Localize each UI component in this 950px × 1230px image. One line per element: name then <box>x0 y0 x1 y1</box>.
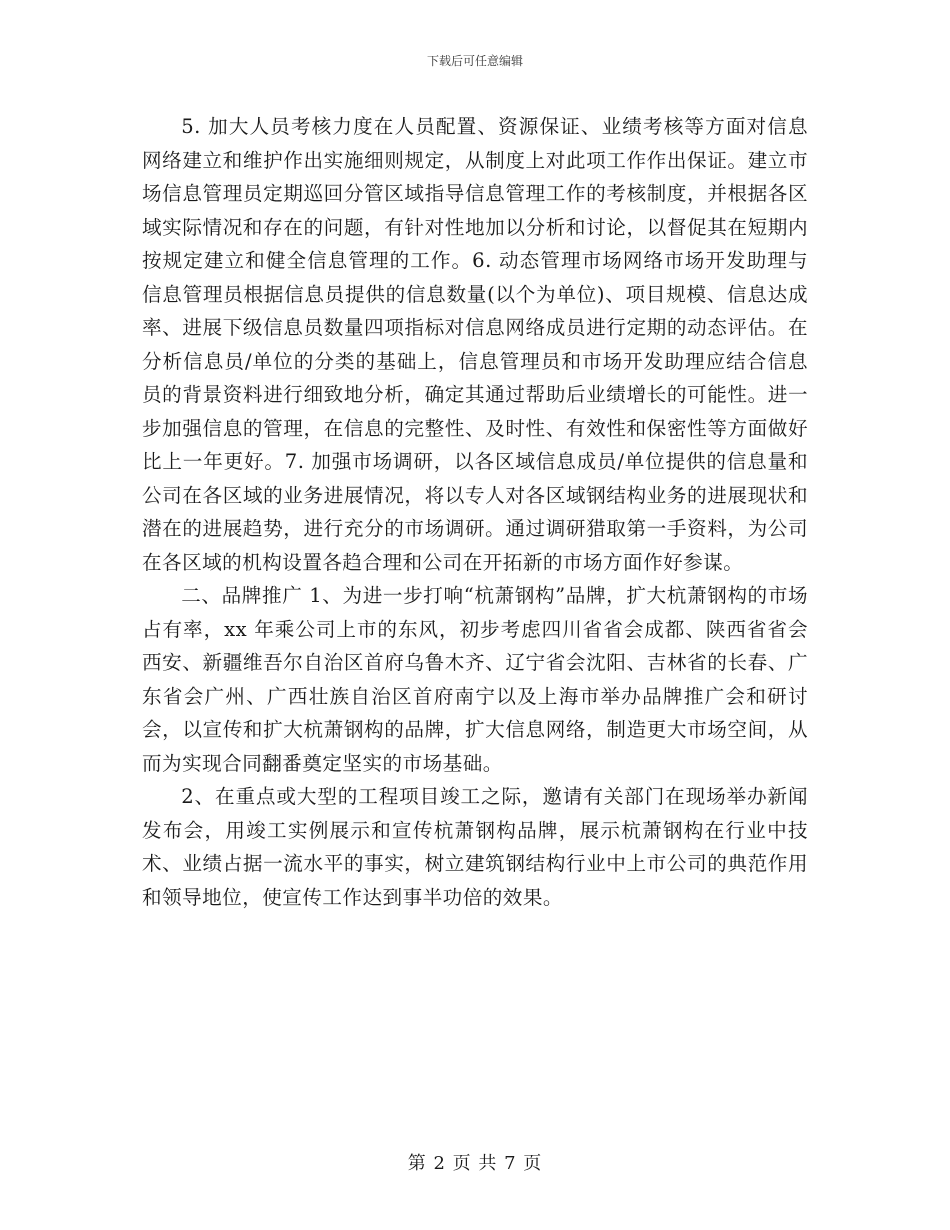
page-header-note: 下载后可任意编辑 <box>426 54 523 68</box>
document-body <box>142 110 808 914</box>
paragraph-brand-promotion-2: 2、在重点或大型的工程项目竣工之际，邀请有关部门在现场举办新闻发布会，用竣工实例展示和宣传杭萧钢构品牌，展示杭萧钢构在行业中技术、业绩占据一流水平的事实，树立建筑钢结构行业中上市公司的典范作用和领导地位，使宣传工作达到事半功倍的效果。 <box>142 785 808 909</box>
paragraph-measures-5-7: 5. 加大人员考核力度在人员配置、资源保证、业绩考核等方面对信息网络建立和维护作出实施细则规定，从制度上对此项工作作出保证。建立市场信息管理员定期巡回分管区域指导信息管理工作的考核制度，并根据各区域实际情况和存在的问题，有针对性地加以分析和讨论，以督促其在短期内按规定建立和健全信息管理的工作。6. 动态管理市场网络市场开发助理与信息管理员根据信息员提供的信息数量(以个为单位)、项目规模、信息达成率、进展下级信息员数量四项指标对信息网络成员进行定期的动态评估。在分析信息员/单位的分类的基础上，信息管理员和市场开发助理应结合信息员的背景资料进行细致地分析，确定其通过帮助后业绩增长的可能性。进一步加强信息的管理，在信息的完整性、及时性、有效性和保密性等方面做好比上一年更好。7. 加强市场调研，以各区域信息成员/单位提供的信息量和公司在各区域的业务进展情况，将以专人对各区域钢结构业务的进展现状和潜在的进展趋势，进行充分的市场调研。通过调研猎取第一手资料，为公司在各区域的机构设置各趋合理和公司在开拓新的市场方面作好参谋。 <box>142 115 808 574</box>
paragraph-brand-promotion-1: 二、品牌推广 1、为进一步打响“杭萧钢构”品牌，扩大杭萧钢构的市场占有率，xx 年乘公司上市的东风，初步考虑四川省省会成都、陕西省省会西安、新疆维吾尔自治区首府乌鲁木齐、辽宁省会沈阳、吉林省的长春、广东省会广州、广西壮族自治区首府南宁以及上海市举办品牌推广会和研讨会，以宣传和扩大杭萧钢构的品牌，扩大信息网络，制造更大市场空间，从而为实现合同翻番奠定坚实的市场基础。 <box>142 584 808 775</box>
page-number: 第 2 页 共 7 页 <box>407 1153 543 1174</box>
